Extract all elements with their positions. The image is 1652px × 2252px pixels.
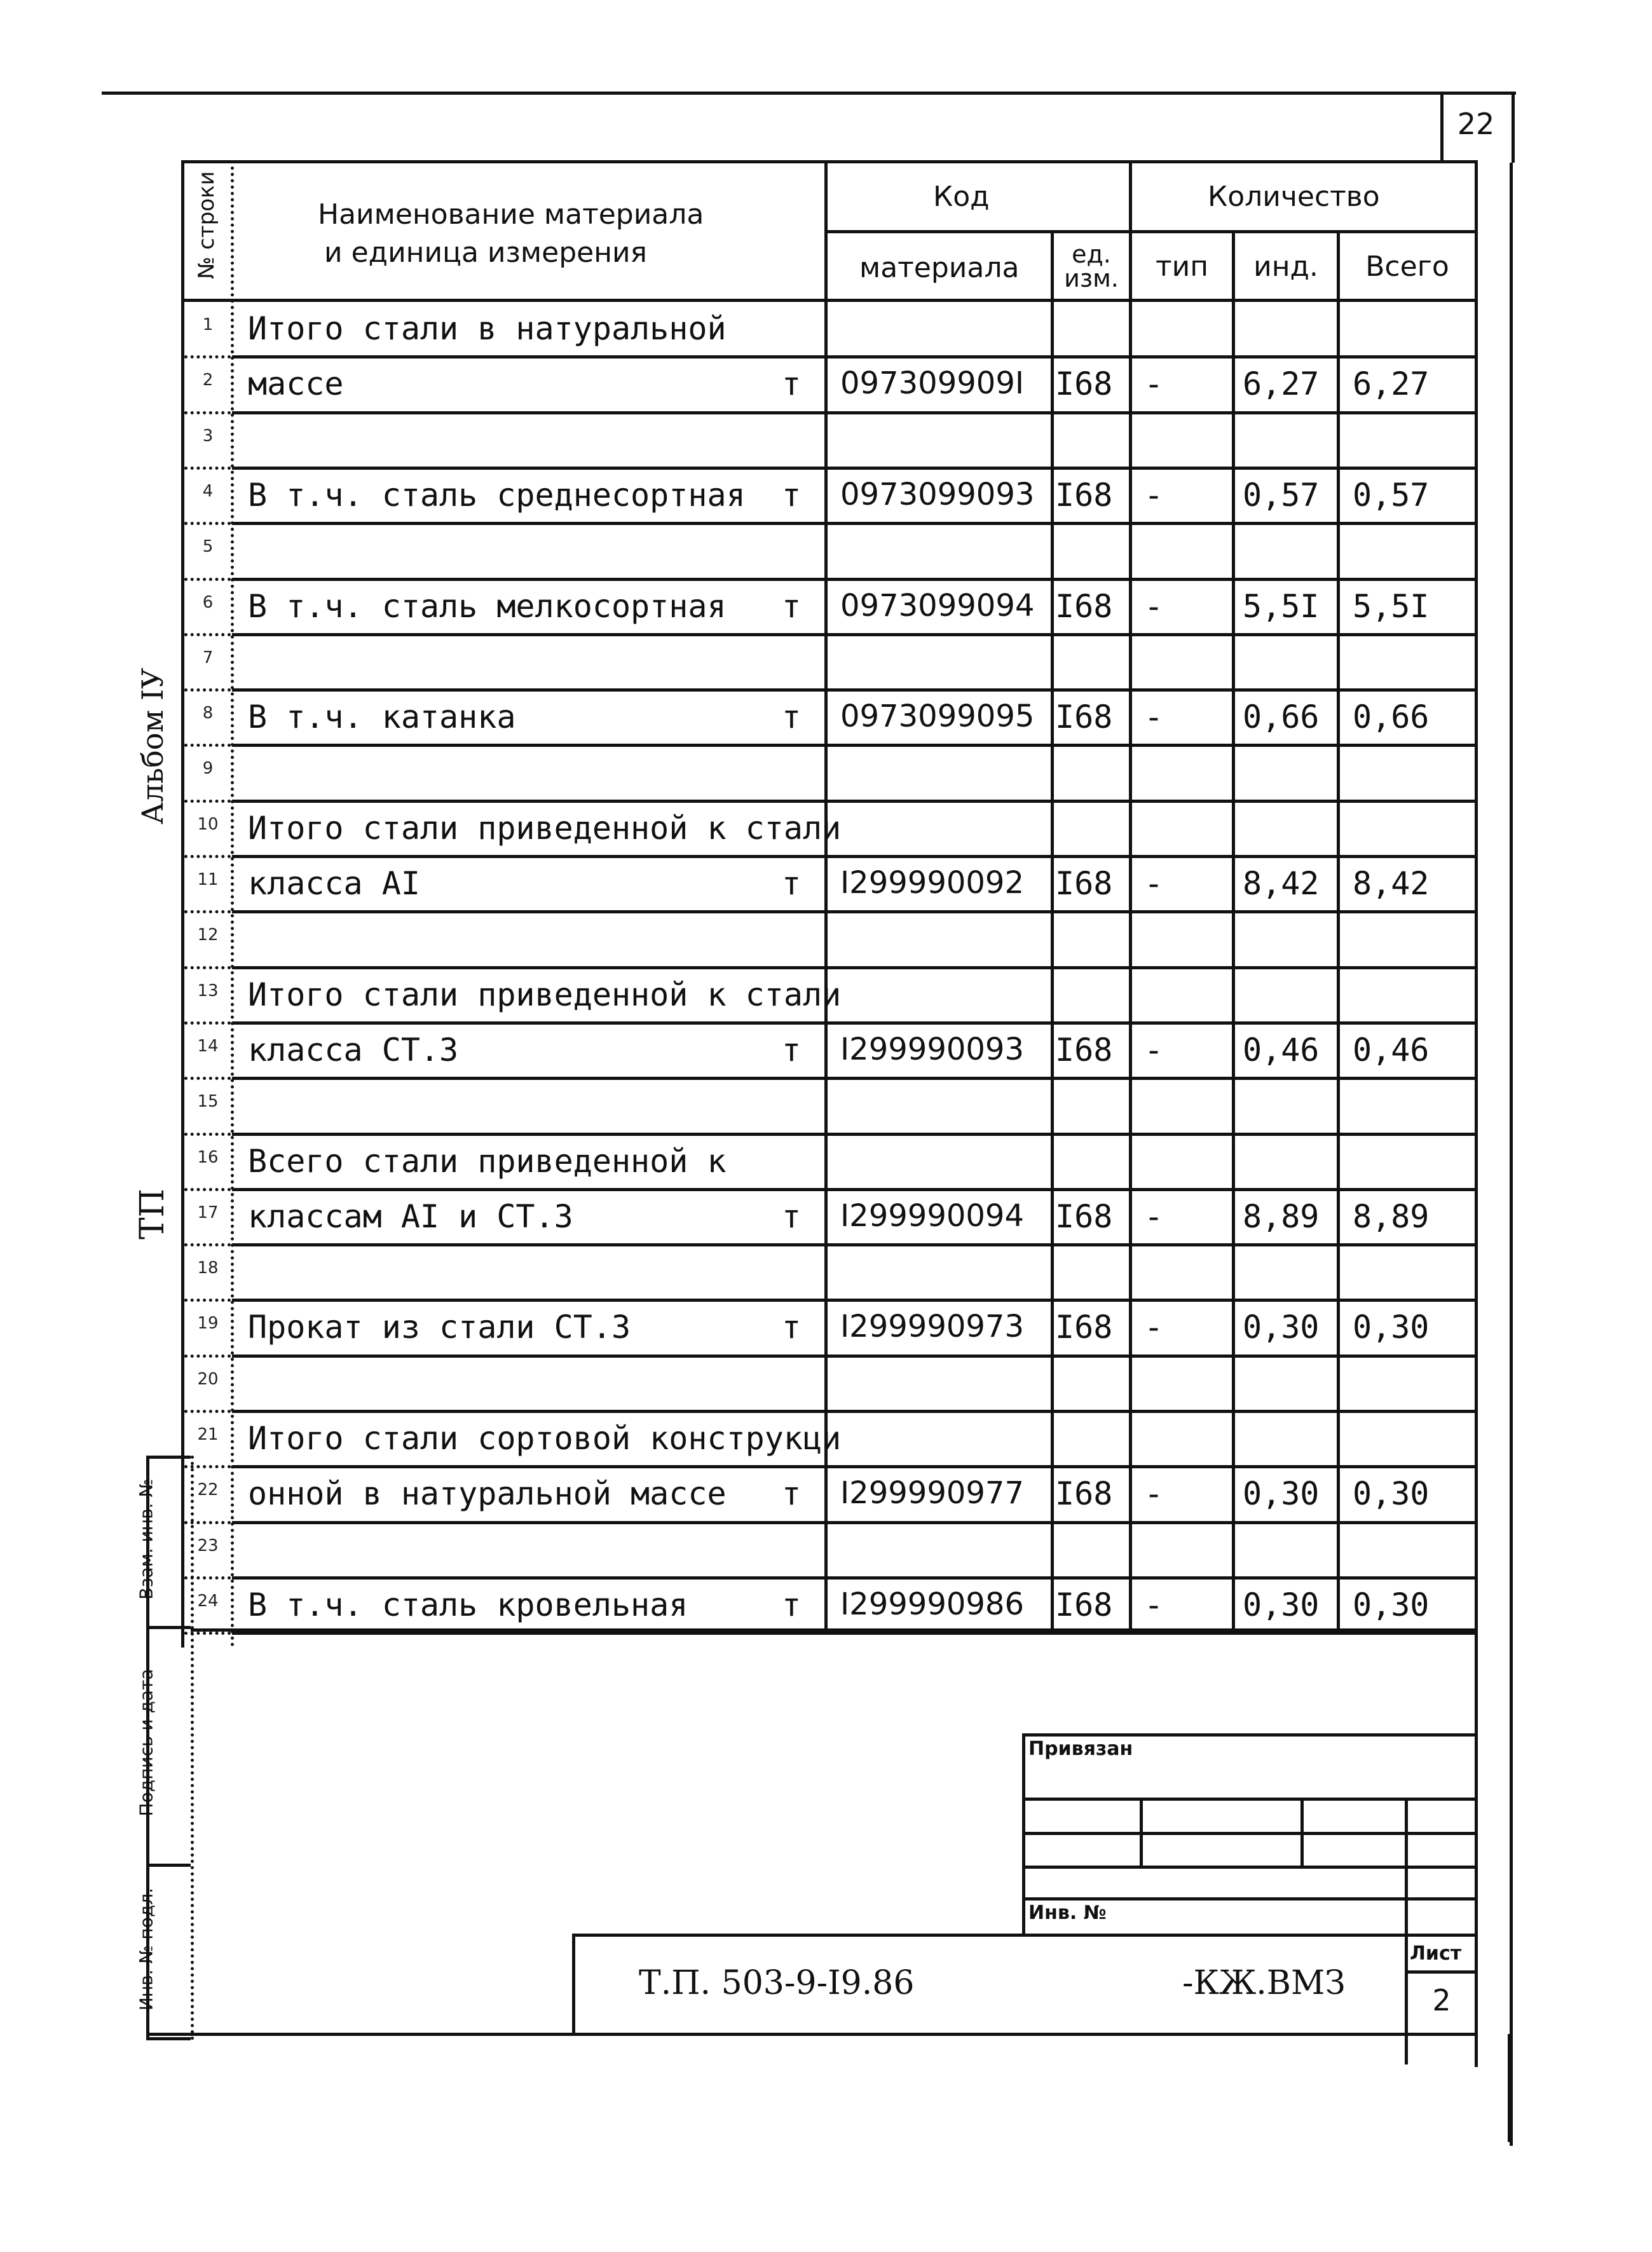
total-value: 0,46 <box>1353 1032 1430 1068</box>
material-name: Итого стали сортовой конструкци <box>248 1420 842 1457</box>
measure-unit: т <box>782 865 802 902</box>
unit-code: I68 <box>1055 1587 1113 1623</box>
right-frame-line <box>1510 163 1513 2146</box>
material-name: В т.ч. сталь среднесортная <box>248 477 746 514</box>
material-code: I299990092 <box>840 865 1025 901</box>
ind-value: 0,30 <box>1243 1475 1320 1512</box>
row-number-separator <box>184 467 231 470</box>
row-number: 14 <box>197 1037 219 1056</box>
album-label: Альбом IУ <box>135 667 170 824</box>
table-bottom-line <box>191 1628 1478 1632</box>
measure-unit: т <box>782 365 802 402</box>
type-value: - <box>1144 365 1164 402</box>
stamp-col3-line <box>1405 1798 1408 2064</box>
podpis-data-label: Подпись и дата <box>135 1669 157 1817</box>
top-frame-line <box>102 92 1516 95</box>
type-value: - <box>1144 1198 1164 1235</box>
measure-unit: т <box>782 1198 802 1235</box>
row-number-header: № строки <box>194 171 219 279</box>
material-name: В т.ч. сталь мелкосортная <box>248 588 727 625</box>
side-block-bottom-line <box>146 2037 191 2040</box>
type-value: - <box>1144 1587 1164 1623</box>
unit-header-line1: ед. <box>1072 240 1111 268</box>
page-number: 22 <box>1457 107 1495 141</box>
row-separator <box>232 578 1476 581</box>
material-code: I299990977 <box>840 1475 1025 1511</box>
unit-code: I68 <box>1055 1475 1113 1512</box>
stamp-bottom-line <box>146 2033 1478 2036</box>
material-name: класса АI <box>248 865 420 902</box>
type-value: - <box>1144 588 1164 625</box>
material-name: В т.ч. катанка <box>248 699 516 735</box>
page-number-box-right <box>1512 92 1515 163</box>
type-value: - <box>1144 865 1164 902</box>
material-name: В т.ч. сталь кровельная <box>248 1587 688 1623</box>
row-number-separator <box>184 1410 231 1413</box>
row-separator <box>232 1077 1476 1080</box>
row-separator <box>232 910 1476 913</box>
row-number-separator <box>184 1188 231 1191</box>
side-block-right-line <box>191 1456 194 2040</box>
row-number: 13 <box>197 981 219 1000</box>
total-value: 8,42 <box>1353 865 1430 902</box>
material-code: I299990986 <box>840 1587 1025 1622</box>
side-block-top-line <box>146 1456 191 1459</box>
row-number: 3 <box>202 427 214 446</box>
ind-value: 5,5I <box>1243 588 1320 625</box>
row-number: 12 <box>197 925 219 945</box>
type-column-line <box>1129 160 1132 1628</box>
row-number-separator <box>184 633 231 636</box>
row-separator <box>232 1188 1476 1191</box>
row-separator <box>232 1576 1476 1580</box>
stamp-row3-line <box>1022 1866 1478 1869</box>
row-number: 11 <box>197 870 219 889</box>
material-code: 0973099093 <box>840 477 1035 512</box>
right-edge-tail <box>1508 2034 1511 2142</box>
ind-header: инд. <box>1253 250 1318 283</box>
unit-header-line2: изм. <box>1064 264 1119 292</box>
row-number-separator <box>184 1133 231 1136</box>
row-separator <box>232 855 1476 858</box>
measure-unit: т <box>782 1475 802 1512</box>
stamp-row1-line <box>1022 1798 1478 1801</box>
document-code: -КЖ.ВМЗ <box>1182 1964 1346 2002</box>
total-value: 5,5I <box>1353 588 1430 625</box>
ind-value: 8,42 <box>1243 865 1320 902</box>
row-number-separator <box>184 1299 231 1302</box>
row-number-separator <box>184 522 231 525</box>
row-number: 16 <box>197 1148 219 1167</box>
material-name: онной в натуральной массе <box>248 1475 727 1512</box>
row-separator <box>232 467 1476 470</box>
material-name: классам АI и СТ.3 <box>248 1198 573 1235</box>
sheet-label: Лист <box>1410 1942 1462 1965</box>
ind-value: 0,57 <box>1243 477 1320 514</box>
row-separator <box>232 411 1476 414</box>
row-number: 18 <box>197 1259 219 1278</box>
material-name: класса СТ.3 <box>248 1032 459 1068</box>
inv-podl-label: Инв. № подл. <box>135 1887 157 2011</box>
row-number: 19 <box>197 1314 219 1333</box>
row-number: 9 <box>202 759 214 778</box>
header-mid-line <box>824 230 1476 233</box>
row-number: 7 <box>202 648 214 667</box>
row-number-separator <box>184 744 231 747</box>
row-number: 4 <box>202 482 214 501</box>
row-number: 21 <box>197 1425 219 1444</box>
material-header: материала <box>859 252 1020 284</box>
unit-code: I68 <box>1055 1032 1113 1068</box>
unit-header <box>1054 235 1129 297</box>
unit-code: I68 <box>1055 1198 1113 1235</box>
row-separator <box>232 1133 1476 1136</box>
row-number: 6 <box>202 593 214 612</box>
type-value: - <box>1144 477 1164 514</box>
side-block-split1 <box>146 1626 191 1629</box>
measure-unit: т <box>782 1309 802 1346</box>
page-number-box-left <box>1440 92 1444 163</box>
stamp-main-top-line <box>572 1934 1478 1937</box>
row-separator <box>232 633 1476 636</box>
total-value: 0,30 <box>1353 1309 1430 1346</box>
table-top-line <box>181 160 1478 163</box>
unit-code: I68 <box>1055 588 1113 625</box>
material-code: I299990094 <box>840 1198 1025 1234</box>
row-number-separator <box>184 1021 231 1025</box>
unit-code: I68 <box>1055 1309 1113 1346</box>
ind-column-line <box>1232 230 1235 1628</box>
row-separator <box>232 1632 1476 1635</box>
total-value: 0,57 <box>1353 477 1430 514</box>
row-number-separator <box>184 800 231 803</box>
material-name: Итого стали в натуральной <box>248 310 727 347</box>
row-separator <box>232 1243 1476 1246</box>
measure-unit: т <box>782 699 802 735</box>
stamp-main-left-line <box>572 1934 575 2035</box>
material-code: 0973099094 <box>840 588 1035 624</box>
material-name: Прокат из стали СТ.3 <box>248 1309 631 1346</box>
measure-unit: т <box>782 1587 802 1623</box>
row-number-separator <box>184 1355 231 1358</box>
measure-unit: т <box>782 588 802 625</box>
ind-value: 0,46 <box>1243 1032 1320 1068</box>
total-value: 6,27 <box>1353 365 1430 402</box>
type-value: - <box>1144 699 1164 735</box>
material-code: 097309909I <box>840 365 1025 401</box>
header-bottom-line <box>181 299 1478 302</box>
measure-unit: т <box>782 1032 802 1068</box>
row-number-separator <box>184 1243 231 1246</box>
row-separator <box>232 1410 1476 1413</box>
row-number-separator <box>184 855 231 858</box>
total-value: 0,30 <box>1353 1475 1430 1512</box>
unit-code: I68 <box>1055 865 1113 902</box>
table-right-line <box>1475 160 1478 2067</box>
total-header: Всего <box>1365 250 1449 283</box>
unit-code: I68 <box>1055 477 1113 514</box>
row-number-separator <box>184 578 231 581</box>
total-column-line <box>1337 230 1340 1628</box>
row-separator <box>232 688 1476 692</box>
sheet-box-split <box>1405 1970 1478 1974</box>
inv-no-label: Инв. № <box>1028 1902 1107 1924</box>
unit-code: I68 <box>1055 365 1113 402</box>
material-code-column-line <box>824 160 828 1628</box>
designation-text: Т.П. 503-9-I9.86 <box>639 1964 915 2002</box>
privyazan-label: Привязан <box>1028 1738 1133 1760</box>
stamp-col2-line <box>1300 1798 1304 1867</box>
stamp-row2-line <box>1022 1832 1478 1835</box>
vzam-inv-label: Взам. инв. № <box>135 1478 157 1600</box>
material-code: 0973099095 <box>840 699 1035 734</box>
code-header: Код <box>933 181 990 213</box>
row-number-separator <box>184 688 231 692</box>
row-number-separator <box>184 355 231 358</box>
row-separator <box>232 1521 1476 1524</box>
ind-value: 0,30 <box>1243 1309 1320 1346</box>
name-header-line2: и единица измерения <box>324 236 648 269</box>
row-separator <box>232 1355 1476 1358</box>
row-number: 8 <box>202 704 214 723</box>
row-number: 23 <box>197 1536 219 1555</box>
row-number-separator <box>184 411 231 414</box>
row-separator <box>232 1465 1476 1468</box>
row-separator <box>232 966 1476 969</box>
ind-value: 0,30 <box>1243 1587 1320 1623</box>
type-value: - <box>1144 1475 1164 1512</box>
material-name: Итого стали приведенной к стали <box>248 976 842 1013</box>
sheet-number: 2 <box>1432 1983 1451 2017</box>
type-header: тип <box>1156 250 1208 283</box>
total-value: 0,66 <box>1353 699 1430 735</box>
row-number: 1 <box>202 315 214 334</box>
unit-code: I68 <box>1055 699 1113 735</box>
measure-unit: т <box>782 477 802 514</box>
table-left-line <box>181 160 184 1648</box>
material-code: I299990093 <box>840 1032 1025 1067</box>
row-number: 17 <box>197 1203 219 1222</box>
row-number: 10 <box>197 815 219 834</box>
stamp-left-line <box>1022 1733 1025 1937</box>
side-block-split2 <box>146 1864 191 1867</box>
row-separator <box>232 800 1476 803</box>
row-number: 20 <box>197 1370 219 1389</box>
row-separator <box>232 1021 1476 1025</box>
stamp-row4-line <box>1022 1897 1478 1901</box>
type-value: - <box>1144 1032 1164 1068</box>
row-number-separator <box>184 1077 231 1080</box>
row-number: 2 <box>202 371 214 390</box>
row-number-separator <box>184 910 231 913</box>
total-value: 0,30 <box>1353 1587 1430 1623</box>
row-number-separator <box>184 966 231 969</box>
row-separator <box>232 355 1476 358</box>
row-number: 15 <box>197 1092 219 1111</box>
row-number: 5 <box>202 537 214 556</box>
row-separator <box>232 522 1476 525</box>
total-value: 8,89 <box>1353 1198 1430 1235</box>
ind-value: 6,27 <box>1243 365 1320 402</box>
row-separator <box>232 744 1476 747</box>
tp-label: ТП <box>133 1188 172 1240</box>
ind-value: 0,66 <box>1243 699 1320 735</box>
material-code: I299990973 <box>840 1309 1025 1344</box>
row-separator <box>232 1299 1476 1302</box>
material-name: Всего стали приведенной к <box>248 1143 727 1180</box>
row-number-column-line <box>231 160 234 1648</box>
ind-value: 8,89 <box>1243 1198 1320 1235</box>
type-value: - <box>1144 1309 1164 1346</box>
quantity-header: Количество <box>1208 181 1380 213</box>
unit-column-line <box>1051 230 1054 1628</box>
name-header-line1: Наименование материала <box>318 198 704 231</box>
stamp-top-line <box>1022 1733 1478 1737</box>
row-number: 24 <box>197 1592 219 1611</box>
stamp-col1-line <box>1140 1798 1143 1867</box>
row-number: 22 <box>197 1480 219 1499</box>
material-name: Итого стали приведенной к стали <box>248 810 842 847</box>
material-name: массе <box>248 365 344 402</box>
